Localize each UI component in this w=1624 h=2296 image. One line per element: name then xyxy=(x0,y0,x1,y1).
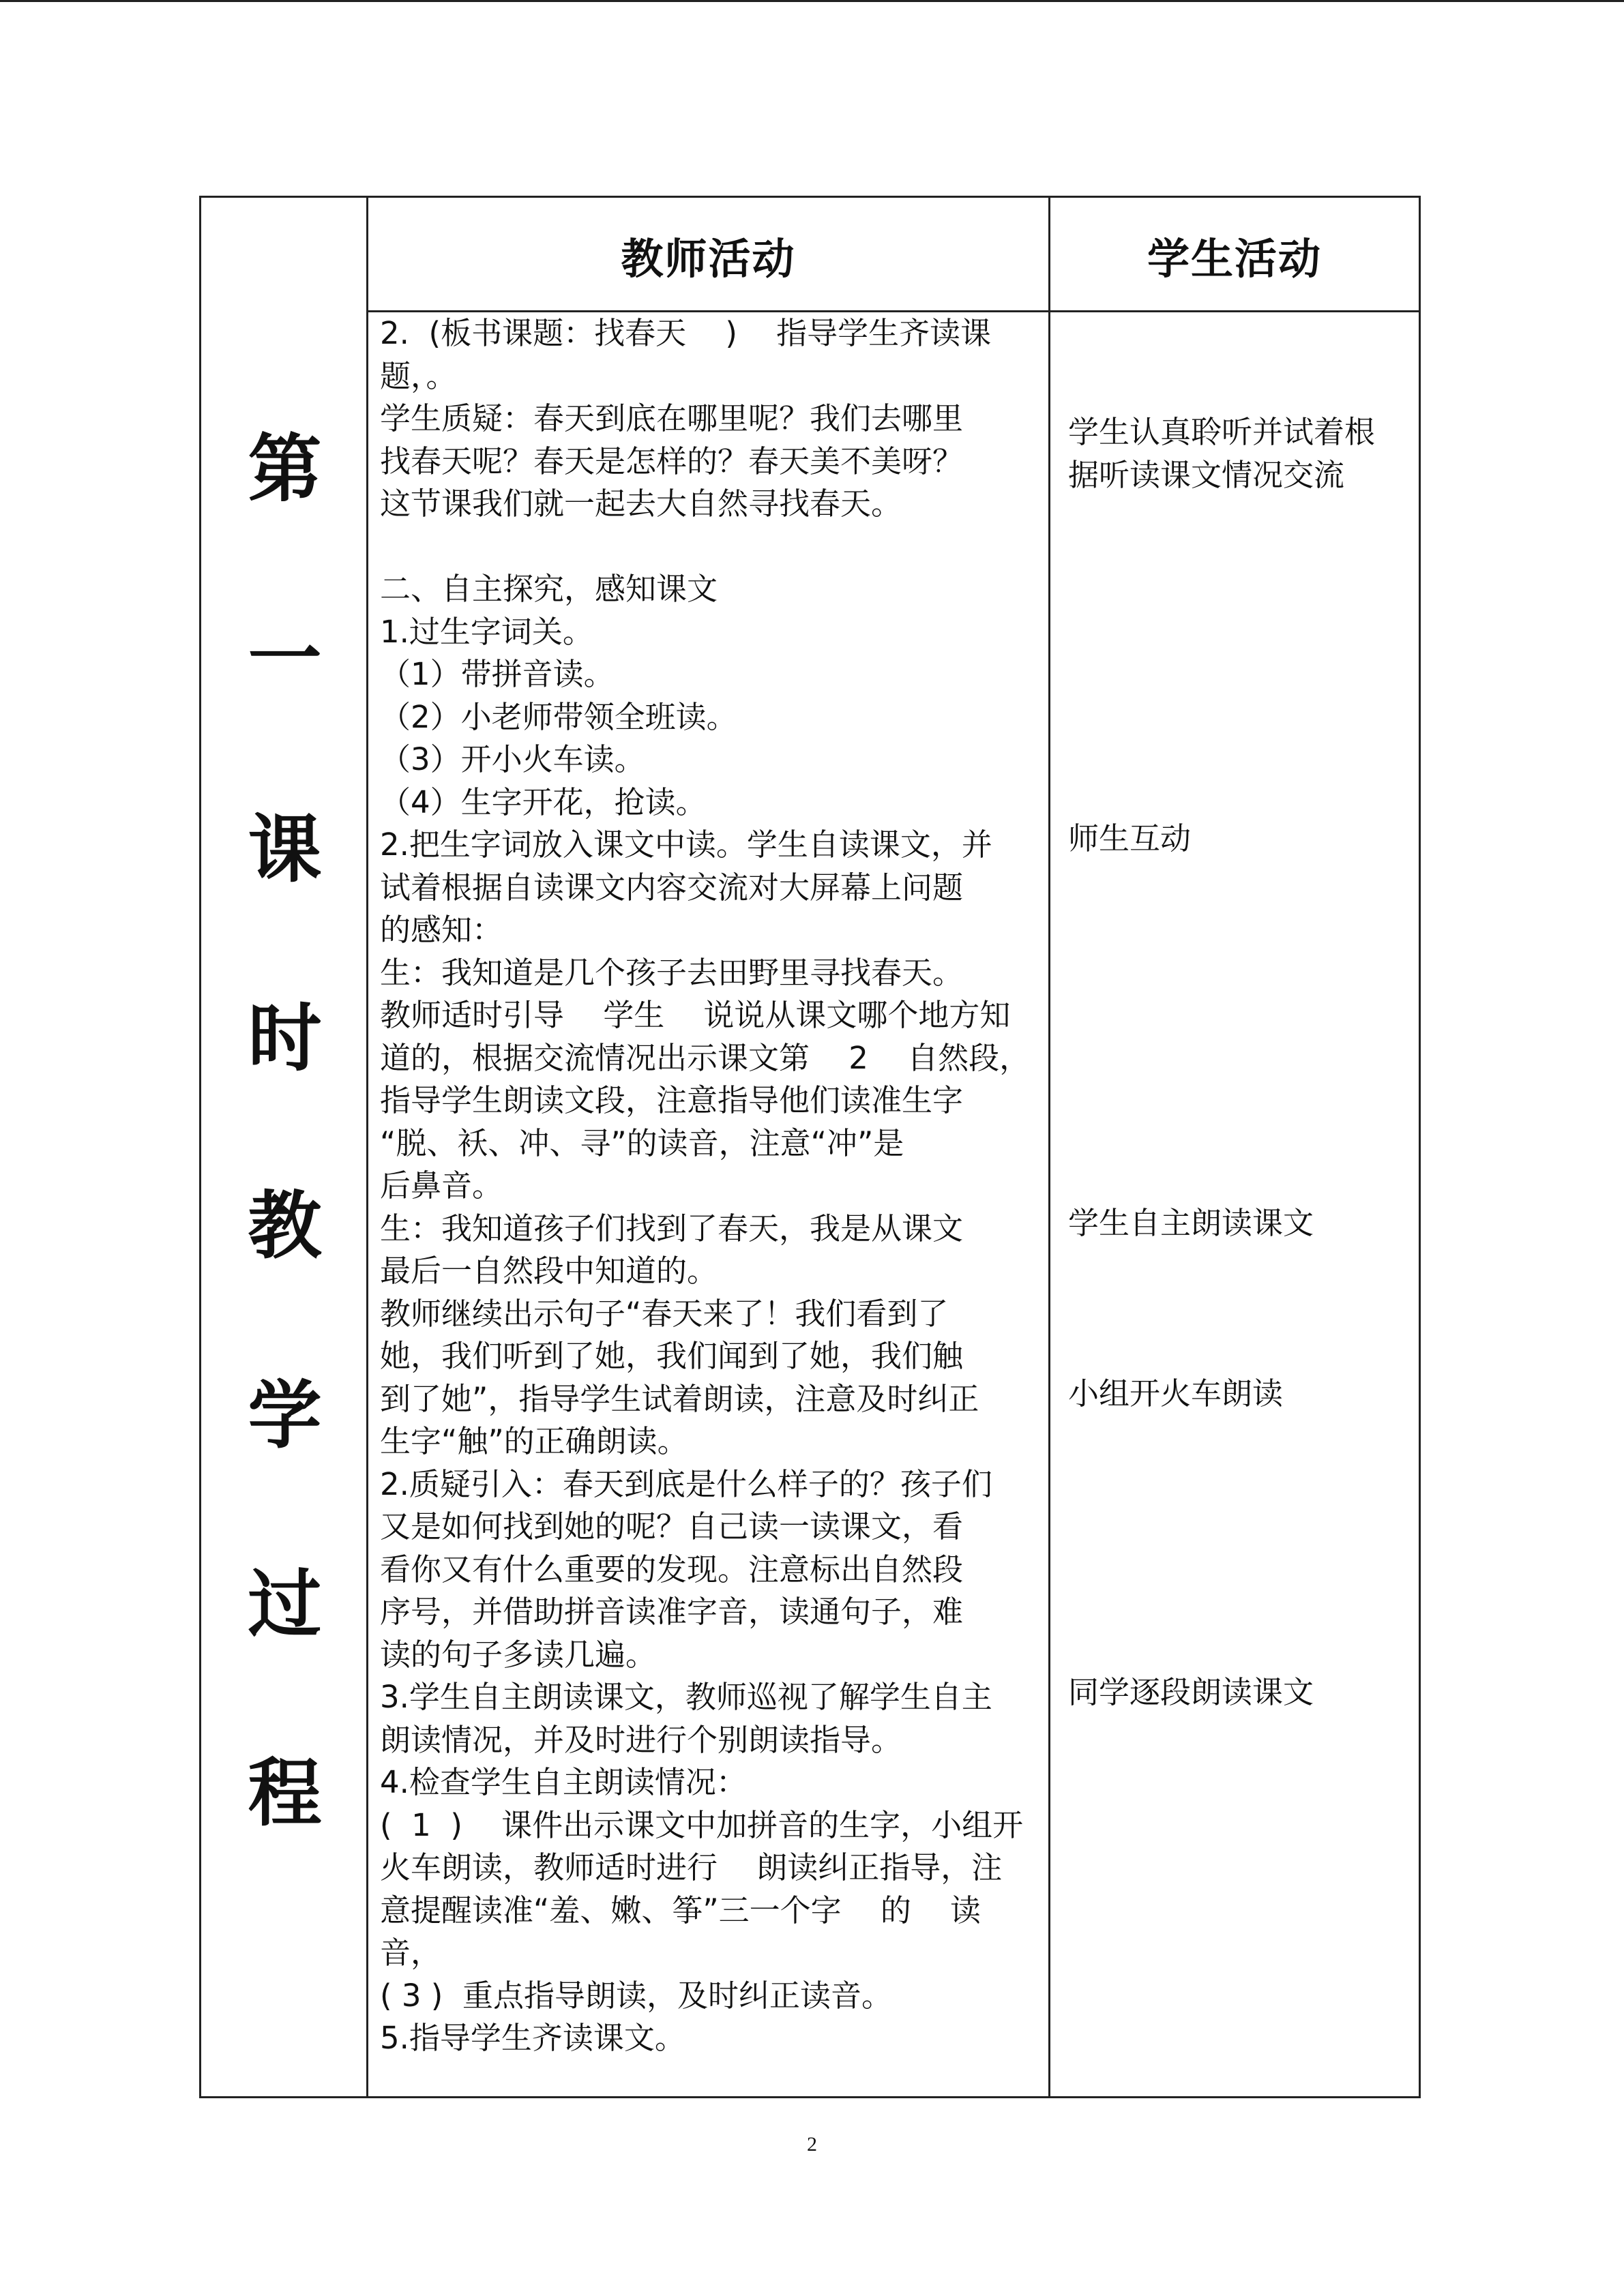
stage-char: 第 xyxy=(248,426,322,512)
stage-char: 一 xyxy=(248,616,322,702)
teacher-line xyxy=(380,526,1040,569)
teacher-line: （1）带拼音读。 xyxy=(380,656,615,692)
teacher-line: 道的，根据交流情况出示课文第 2 自然段， xyxy=(380,1039,1031,1076)
teacher-line: 指导学生朗读文段，注意指导他们读准生字 xyxy=(380,1082,964,1118)
page-number: 2 xyxy=(807,2133,817,2156)
teacher-line: 火车朗读，教师适时进行 朗读纠正指导，注 xyxy=(380,1849,1003,1885)
stage-char: 过 xyxy=(248,1562,322,1648)
teacher-line: 5.指导学生齐读课文。 xyxy=(380,2020,685,2056)
teacher-line: 教师继续出示句子“春天来了！我们看到了 xyxy=(380,1295,949,1332)
student-activity-header: 学生活动 xyxy=(1147,233,1322,284)
teacher-line: ( 3 ) 重点指导朗读，及时纠正读音。 xyxy=(380,1977,892,2014)
student-note-line: 学生认真聆听并试着根 xyxy=(1068,414,1376,450)
teacher-line: 学生质疑：春天到底在哪里呢？我们去哪里 xyxy=(380,400,964,436)
teacher-line: 到了她”，指导学生试着朗读，注意及时纠正 xyxy=(380,1380,979,1417)
teacher-line: 3.学生自主朗读课文，教师巡视了解学生自主 xyxy=(380,1679,992,1715)
stage-char: 时 xyxy=(248,996,322,1082)
teacher-line: 4.检查学生自主朗读情况： xyxy=(380,1764,747,1800)
student-note-line: 同学逐段朗读课文 xyxy=(1068,1674,1314,1710)
teacher-line: （3）开小火车读。 xyxy=(380,741,645,777)
student-note xyxy=(1068,411,1409,496)
stage-char: 程 xyxy=(248,1750,322,1836)
stage-char: 教 xyxy=(248,1183,322,1269)
student-note-line: 师生互动 xyxy=(1068,820,1192,856)
stage-char: 课 xyxy=(248,807,322,893)
teacher-line: 读的句子多读几遍。 xyxy=(380,1636,657,1673)
student-note-line: 小组开火车朗读 xyxy=(1068,1375,1284,1412)
teacher-line: 试着根据自读课文内容交流对大屏幕上问题 xyxy=(380,869,964,906)
teacher-line: 生字“触”的正确朗读。 xyxy=(380,1423,688,1459)
teacher-line: 2.把生字词放入课文中读。学生自读课文，并 xyxy=(380,826,992,863)
teacher-line: 1.过生字词关。 xyxy=(380,613,593,650)
student-note-line: 据听读课文情况交流 xyxy=(1068,456,1345,493)
student-note xyxy=(1068,1373,1409,1416)
teacher-line: 的感知： xyxy=(380,912,503,948)
student-note xyxy=(1068,818,1409,861)
teacher-line: 朗读情况，并及时进行个别朗读指导。 xyxy=(380,1721,902,1758)
teacher-line: （2）小老师带领全班读。 xyxy=(380,698,737,735)
student-note xyxy=(1068,1671,1409,1714)
column-divider xyxy=(1048,198,1050,2096)
teacher-line: 最后一自然段中知道的。 xyxy=(380,1253,718,1289)
teacher-activity-header: 教师活动 xyxy=(621,233,796,284)
teacher-line: 题，。 xyxy=(380,357,457,394)
lesson-table xyxy=(199,196,1421,2098)
stage-char: 学 xyxy=(248,1373,322,1459)
top-rule xyxy=(0,0,1624,2)
teacher-line: 生：我知道孩子们找到了春天，我是从课文 xyxy=(380,1210,964,1247)
teacher-line: 2.质疑引入：春天到底是什么样子的？孩子们 xyxy=(380,1465,992,1502)
teacher-line: 看你又有什么重要的发现。注意标出自然段 xyxy=(380,1551,964,1587)
teacher-line: 2. (板书课题：找春天 ) 指导学生齐读课 xyxy=(380,315,992,351)
student-note xyxy=(1068,1202,1409,1245)
teacher-line: 生：我知道是几个孩子去田野里寻找春天。 xyxy=(380,954,964,991)
teacher-line: 二、自主探究，感知课文 xyxy=(380,571,718,607)
teacher-line: 她，我们听到了她，我们闻到了她，我们触 xyxy=(380,1338,964,1374)
teacher-line: 序号，并借助拼音读准字音，读通句子，难 xyxy=(380,1594,964,1630)
student-note-line: 学生自主朗读课文 xyxy=(1068,1205,1314,1241)
teacher-line: ( 1 ) 课件出示课文中加拼音的生字，小组开 xyxy=(380,1806,1024,1843)
teacher-line: 教师适时引导 学生 说说从课文哪个地方知 xyxy=(380,997,1011,1033)
teacher-line: 意提醒读准“羞、嫩、筝”三一个字 的 读 xyxy=(380,1892,981,1928)
teacher-line: 这节课我们就一起去大自然寻找春天。 xyxy=(380,486,902,522)
teacher-line: 又是如何找到她的呢？自己读一读课文，看 xyxy=(380,1508,964,1545)
teacher-activity-content xyxy=(380,312,1040,2060)
teacher-line: 找春天呢？春天是怎样的？春天美不美呀？ xyxy=(380,443,964,479)
teacher-line: “脱、袄、冲、寻”的读音，注意“冲”是 xyxy=(380,1124,904,1161)
stage-column xyxy=(201,198,368,2096)
teacher-line: （4）生字开花，抢读。 xyxy=(380,784,707,820)
teacher-line: 后鼻音。 xyxy=(380,1167,503,1204)
teacher-line: 音， xyxy=(380,1935,442,1971)
